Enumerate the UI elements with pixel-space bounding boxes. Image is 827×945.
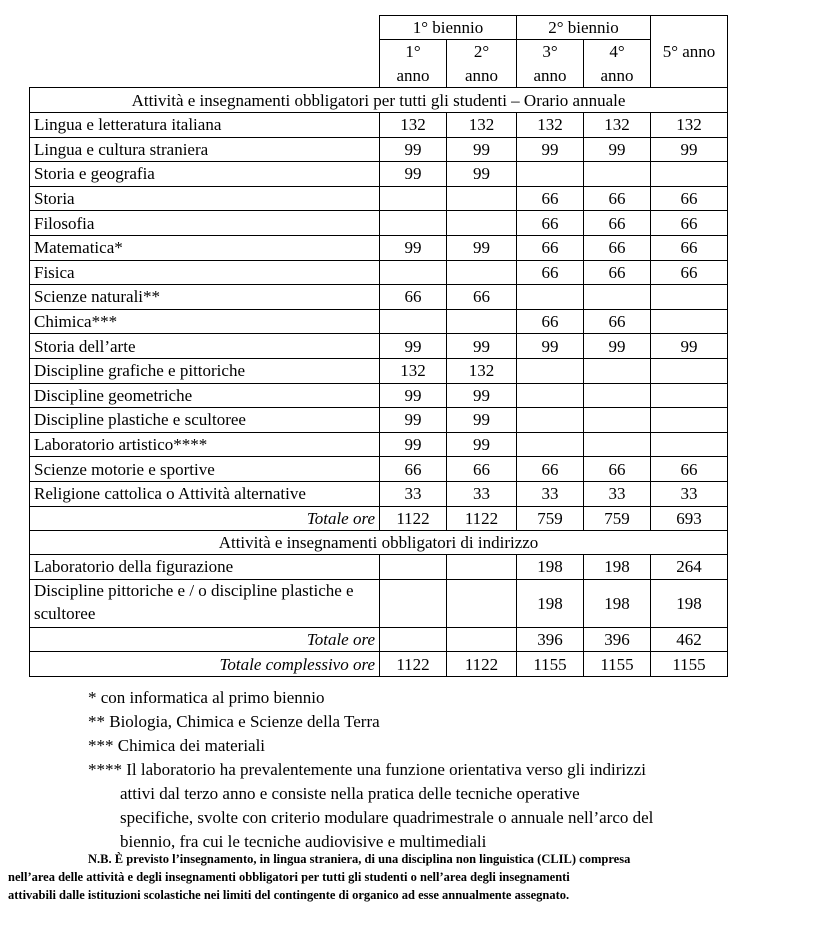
hours-cell-year-2: 1122 [447, 506, 517, 531]
total-row [30, 506, 728, 531]
hours-cell-year-4: 198 [584, 555, 651, 580]
hours-cell-year-1 [380, 309, 447, 334]
hours-cell-year-3: 66 [517, 260, 584, 285]
footnote-4-line-4: biennio, fra cui le tecniche audiovisive e multimediali [120, 832, 487, 851]
hours-cell-year-3: 66 [517, 186, 584, 211]
hours-cell-year-4: 66 [584, 260, 651, 285]
row-label: Discipline grafiche e pittoriche [30, 358, 380, 383]
row-label: Discipline pittoriche e / o discipline plastiche e scultoree [30, 579, 380, 627]
hours-cell-year-3: 66 [517, 309, 584, 334]
hours-cell-year-4 [584, 162, 651, 187]
table-row [30, 309, 728, 334]
hours-cell-year-2 [447, 555, 517, 580]
hours-cell-year-4: 99 [584, 334, 651, 359]
hours-cell-year-5: 66 [651, 235, 728, 260]
hours-cell-year-3: 198 [517, 579, 584, 627]
table-row [30, 137, 728, 162]
hours-cell-year-1: 1122 [380, 506, 447, 531]
hours-cell-year-3 [517, 358, 584, 383]
hours-cell-year-5 [651, 432, 728, 457]
hours-cell-year-5: 33 [651, 481, 728, 506]
hours-cell-year-1: 99 [380, 137, 447, 162]
hours-cell-year-2 [447, 309, 517, 334]
hours-cell-year-4: 198 [584, 579, 651, 627]
row-label: Laboratorio della figurazione [30, 555, 380, 580]
hours-cell-year-3: 1155 [517, 652, 584, 677]
hours-cell-year-4 [584, 358, 651, 383]
hours-cell-year-4: 33 [584, 481, 651, 506]
table-row [30, 579, 728, 627]
row-label: Storia [30, 186, 380, 211]
table-row [30, 285, 728, 310]
table-row [30, 383, 728, 408]
curriculum-table [29, 15, 728, 677]
hours-cell-year-5: 198 [651, 579, 728, 627]
nb-line-1: N.B. È previsto l’insegnamento, in lingua straniera, di una disciplina non linguistica (CLIL) compresa [88, 852, 631, 866]
hours-cell-year-2: 99 [447, 383, 517, 408]
hours-cell-year-3 [517, 383, 584, 408]
section-title-mandatory: Attività e insegnamenti obbligatori per tutti gli studenti – Orario annuale [30, 88, 728, 113]
footnotes [88, 686, 808, 854]
header-year-1-bottom: anno [380, 64, 447, 88]
row-label: Laboratorio artistico**** [30, 432, 380, 457]
hours-cell-year-4: 396 [584, 627, 651, 652]
hours-cell-year-2: 99 [447, 137, 517, 162]
footnote-4-line-2: attivi dal terzo anno e consiste nella pratica delle tecniche operative [120, 784, 580, 803]
hours-cell-year-1: 99 [380, 408, 447, 433]
table-row [30, 457, 728, 482]
hours-cell-year-5: 66 [651, 457, 728, 482]
header-year-4-top: 4° [584, 40, 651, 64]
hours-cell-year-2: 99 [447, 235, 517, 260]
table-row [30, 334, 728, 359]
hours-cell-year-5 [651, 383, 728, 408]
hours-cell-year-1: 99 [380, 383, 447, 408]
hours-cell-year-1 [380, 211, 447, 236]
hours-cell-year-2 [447, 211, 517, 236]
row-label: Lingua e cultura straniera [30, 137, 380, 162]
hours-cell-year-4 [584, 383, 651, 408]
footnote-2: ** Biologia, Chimica e Scienze della Terra [88, 712, 380, 731]
hours-cell-year-3: 759 [517, 506, 584, 531]
hours-cell-year-1: 132 [380, 358, 447, 383]
header-year-1-top: 1° [380, 40, 447, 64]
hours-cell-year-3: 396 [517, 627, 584, 652]
hours-cell-year-1: 99 [380, 432, 447, 457]
hours-cell-year-5 [651, 309, 728, 334]
hours-cell-year-2 [447, 579, 517, 627]
row-label: Fisica [30, 260, 380, 285]
grand-total-label: Totale complessivo ore [30, 652, 380, 677]
hours-cell-year-5: 693 [651, 506, 728, 531]
hours-cell-year-1: 99 [380, 334, 447, 359]
table-row [30, 186, 728, 211]
row-label: Discipline plastiche e scultoree [30, 408, 380, 433]
hours-cell-year-5: 66 [651, 186, 728, 211]
table-row [30, 481, 728, 506]
hours-cell-year-4 [584, 285, 651, 310]
hours-cell-year-4: 759 [584, 506, 651, 531]
hours-cell-year-3: 66 [517, 235, 584, 260]
hours-cell-year-5: 462 [651, 627, 728, 652]
hours-cell-year-1: 33 [380, 481, 447, 506]
hours-cell-year-4: 1155 [584, 652, 651, 677]
hours-cell-year-2: 66 [447, 285, 517, 310]
table-row [30, 432, 728, 457]
table-row [30, 162, 728, 187]
hours-cell-year-2 [447, 627, 517, 652]
hours-cell-year-4: 66 [584, 309, 651, 334]
hours-cell-year-1: 132 [380, 113, 447, 138]
hours-cell-year-5 [651, 358, 728, 383]
hours-cell-year-1: 66 [380, 285, 447, 310]
row-label: Storia e geografia [30, 162, 380, 187]
footnote-4-line-1: **** Il laboratorio ha prevalentemente una funzione orientativa verso gli indirizzi [88, 760, 646, 779]
hours-cell-year-3: 66 [517, 457, 584, 482]
hours-cell-year-3: 66 [517, 211, 584, 236]
header-year-4-bottom: anno [584, 64, 651, 88]
hours-cell-year-4 [584, 408, 651, 433]
hours-cell-year-3: 198 [517, 555, 584, 580]
footnote-3: *** Chimica dei materiali [88, 736, 266, 755]
header-year-2-top: 2° [447, 40, 517, 64]
total-row [30, 627, 728, 652]
footnote-1: * con informatica al primo biennio [88, 688, 325, 707]
hours-cell-year-1 [380, 186, 447, 211]
header-blank-cell [30, 16, 380, 88]
table-row [30, 555, 728, 580]
hours-cell-year-3: 132 [517, 113, 584, 138]
hours-cell-year-1: 99 [380, 162, 447, 187]
total-label: Totale ore [30, 627, 380, 652]
header-biennio-1: 1° biennio [380, 16, 517, 40]
hours-cell-year-4: 66 [584, 211, 651, 236]
footnote-4-line-3: specifiche, svolte con criterio modulare quadrimestrale o annuale nell’arco del [120, 808, 654, 827]
hours-cell-year-2: 132 [447, 113, 517, 138]
row-label: Storia dell’arte [30, 334, 380, 359]
table-row [30, 260, 728, 285]
row-label: Lingua e letteratura italiana [30, 113, 380, 138]
hours-cell-year-1 [380, 260, 447, 285]
hours-cell-year-1: 66 [380, 457, 447, 482]
hours-cell-year-2: 99 [447, 432, 517, 457]
table-row [30, 408, 728, 433]
hours-cell-year-3: 99 [517, 137, 584, 162]
hours-cell-year-2: 99 [447, 334, 517, 359]
row-label: Filosofia [30, 211, 380, 236]
nb-note [8, 850, 820, 904]
hours-cell-year-3 [517, 162, 584, 187]
header-year-3-bottom: anno [517, 64, 584, 88]
grand-total-row [30, 652, 728, 677]
hours-cell-year-1: 1122 [380, 652, 447, 677]
hours-cell-year-5: 66 [651, 211, 728, 236]
hours-cell-year-5: 66 [651, 260, 728, 285]
hours-cell-year-5 [651, 408, 728, 433]
hours-cell-year-1: 99 [380, 235, 447, 260]
hours-cell-year-3 [517, 285, 584, 310]
hours-cell-year-2: 99 [447, 162, 517, 187]
header-year-5: 5° anno [651, 16, 728, 88]
hours-cell-year-2: 33 [447, 481, 517, 506]
hours-cell-year-4: 66 [584, 235, 651, 260]
row-label: Discipline geometriche [30, 383, 380, 408]
hours-cell-year-5: 132 [651, 113, 728, 138]
hours-cell-year-3 [517, 408, 584, 433]
hours-cell-year-1 [380, 555, 447, 580]
row-label: Scienze naturali** [30, 285, 380, 310]
hours-cell-year-2: 99 [447, 408, 517, 433]
table-row [30, 211, 728, 236]
hours-cell-year-3: 33 [517, 481, 584, 506]
hours-cell-year-4: 132 [584, 113, 651, 138]
table-row [30, 358, 728, 383]
hours-cell-year-2 [447, 260, 517, 285]
hours-cell-year-4: 66 [584, 457, 651, 482]
hours-cell-year-2: 132 [447, 358, 517, 383]
row-label: Matematica* [30, 235, 380, 260]
hours-cell-year-1 [380, 627, 447, 652]
header-biennio-2: 2° biennio [517, 16, 651, 40]
hours-cell-year-5 [651, 285, 728, 310]
hours-cell-year-5: 99 [651, 137, 728, 162]
hours-cell-year-5 [651, 162, 728, 187]
hours-cell-year-2: 1122 [447, 652, 517, 677]
table-row [30, 235, 728, 260]
hours-cell-year-5: 99 [651, 334, 728, 359]
hours-cell-year-1 [380, 579, 447, 627]
row-label: Chimica*** [30, 309, 380, 334]
row-label: Scienze motorie e sportive [30, 457, 380, 482]
hours-cell-year-2: 66 [447, 457, 517, 482]
hours-cell-year-4: 66 [584, 186, 651, 211]
table-row [30, 113, 728, 138]
hours-cell-year-4 [584, 432, 651, 457]
header-year-3-top: 3° [517, 40, 584, 64]
section-title-specialization: Attività e insegnamenti obbligatori di indirizzo [30, 531, 728, 555]
hours-cell-year-2 [447, 186, 517, 211]
hours-cell-year-5: 1155 [651, 652, 728, 677]
hours-cell-year-3 [517, 432, 584, 457]
hours-cell-year-3: 99 [517, 334, 584, 359]
nb-line-3: attivabili dalle istituzioni scolastiche nei limiti del contingente di organico ad esse annualmente assegnato. [8, 888, 570, 902]
row-label: Religione cattolica o Attività alternative [30, 481, 380, 506]
nb-line-2: nell’area delle attività e degli insegnamenti obbligatori per tutti gli studenti o nell’area degli insegnamenti [8, 870, 570, 884]
section-row [30, 531, 728, 555]
hours-cell-year-5: 264 [651, 555, 728, 580]
hours-cell-year-4: 99 [584, 137, 651, 162]
header-year-2-bottom: anno [447, 64, 517, 88]
total-label: Totale ore [30, 506, 380, 531]
